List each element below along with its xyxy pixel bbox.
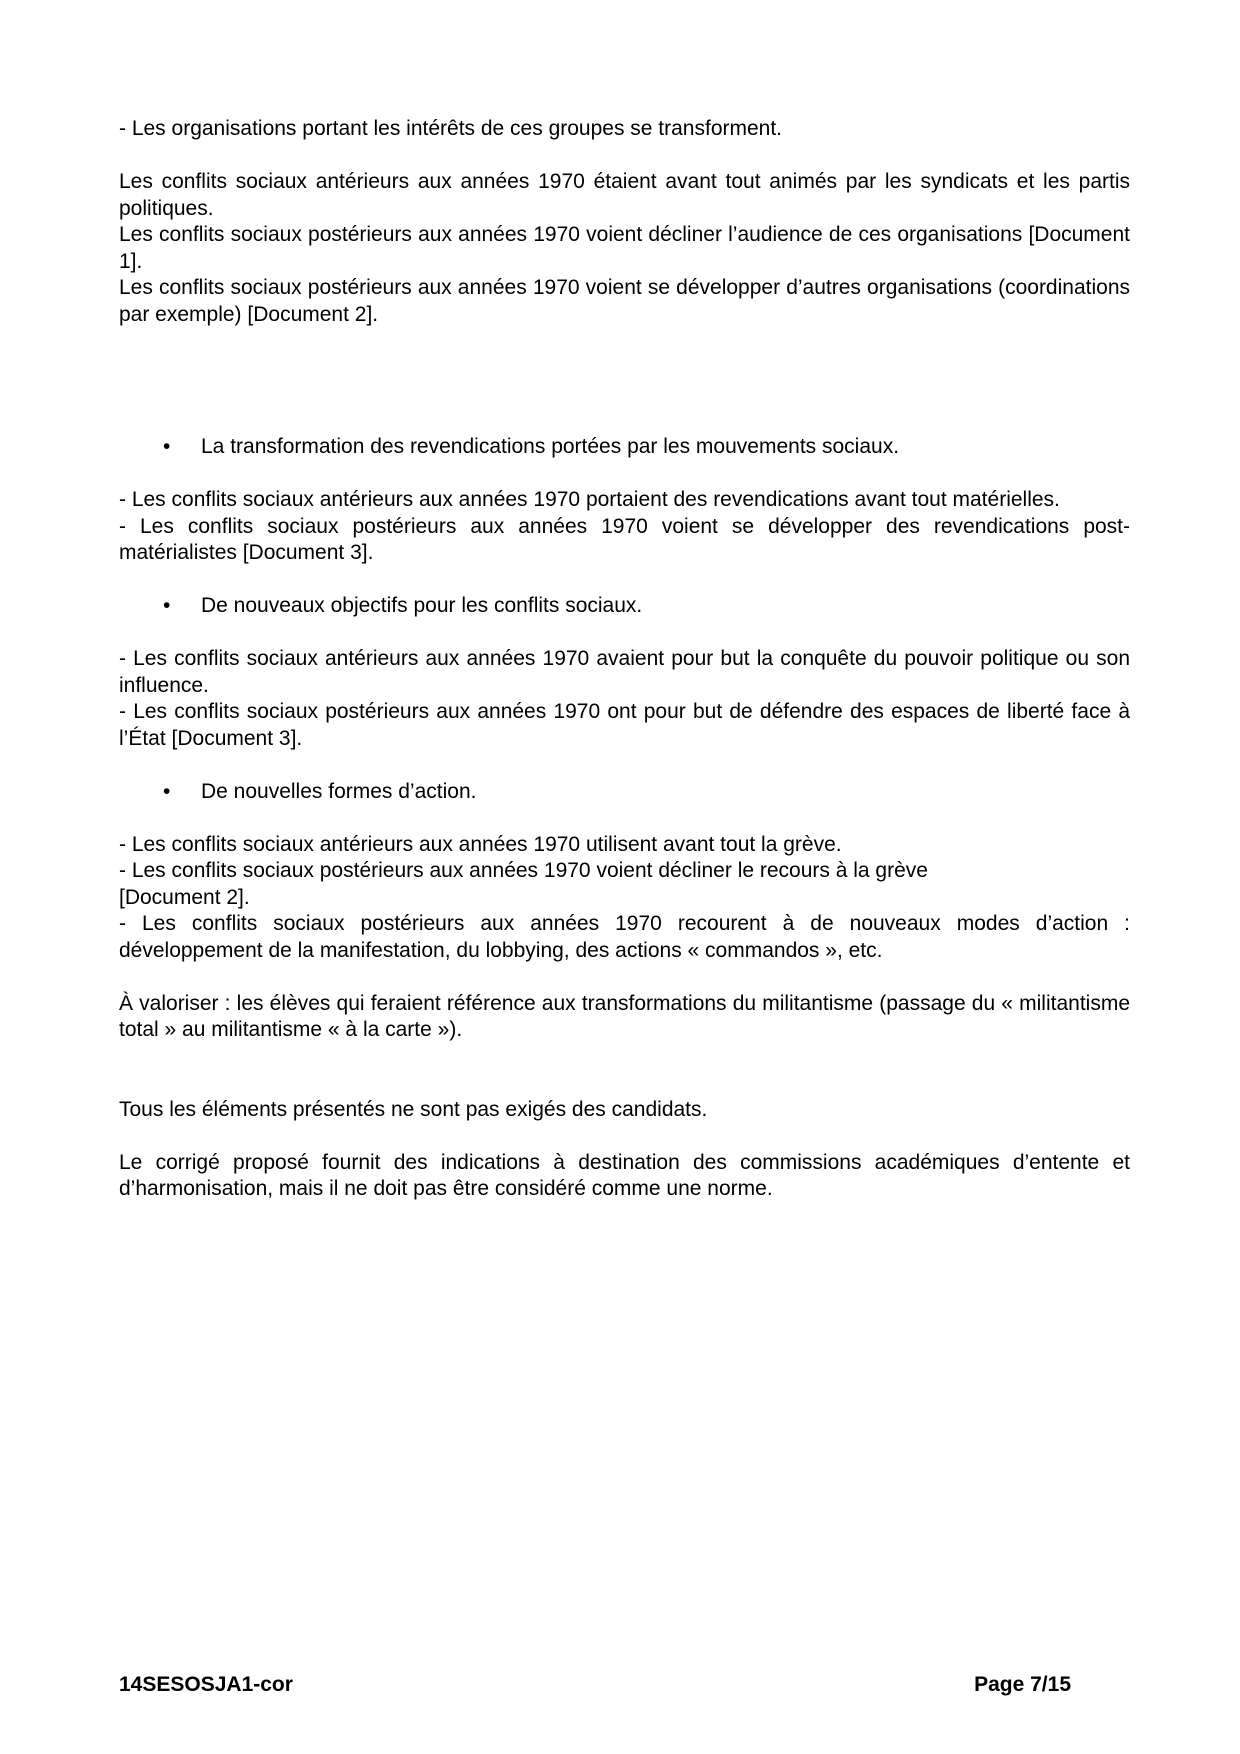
bullet-heading xyxy=(119,434,1130,461)
document-code: 14SESOSJA1-cor xyxy=(119,1673,293,1696)
paragraph-line: - Les conflits sociaux postérieurs aux années 1970 voient se développer des revendications post-matérialistes [Document 3]. xyxy=(119,514,1130,564)
bullet-icon: • xyxy=(163,435,171,458)
paragraph-line: Les conflits sociaux postérieurs aux années 1970 voient décliner l’audience de ces organisations [Document 1]. xyxy=(119,223,1130,273)
document-body xyxy=(119,116,1130,1203)
bullet-title: De nouvelles formes d’action. xyxy=(201,779,477,803)
paragraph-line: Les conflits sociaux antérieurs aux années 1970 étaient avant tout animés par les syndicats et les partis politiques. xyxy=(119,170,1130,220)
paragraph-line: Les conflits sociaux postérieurs aux années 1970 voient se développer d’autres organisations (coordinations par exemple) [Document 2]. xyxy=(119,276,1130,326)
note-line: Le corrigé proposé fournit des indications à destination des commissions académiques d’entente et d’harmonisation, mais il ne doit pas être considéré comme une norme. xyxy=(119,1150,1130,1200)
paragraph-line: - Les conflits sociaux antérieurs aux années 1970 avaient pour but la conquête du pouvoir politique ou son influence. xyxy=(119,647,1130,697)
paragraph-line: - Les conflits sociaux postérieurs aux années 1970 voient décliner le recours à la grève xyxy=(119,859,928,882)
paragraph-line: - Les conflits sociaux postérieurs aux années 1970 ont pour but de défendre des espaces de liberté face à l’État [Document 3]. xyxy=(119,700,1130,750)
paragraph-line: - Les conflits sociaux antérieurs aux années 1970 utilisent avant tout la grève. xyxy=(119,832,842,856)
bullet-icon: • xyxy=(163,594,171,617)
section-intro: - Les organisations portant les intérêts de ces groupes se transforment. xyxy=(119,117,783,140)
bullet-heading xyxy=(119,593,1130,620)
paragraph-line: [Document 2]. xyxy=(119,885,250,909)
bullet-heading xyxy=(119,779,1130,806)
paragraph-line: - Les conflits sociaux antérieurs aux années 1970 portaient des revendications avant tout matérielles. xyxy=(119,488,1060,511)
paragraph-line: - Les conflits sociaux postérieurs aux années 1970 recourent à de nouveaux modes d’action : développement de la manifestation, du lobbying, des actions « commandos », etc. xyxy=(119,912,1130,962)
bullet-title: De nouveaux objectifs pour les conflits sociaux. xyxy=(201,594,643,617)
bullet-title: La transformation des revendications portées par les mouvements sociaux. xyxy=(201,435,900,458)
note-line: Tous les éléments présentés ne sont pas exigés des candidats. xyxy=(119,1097,708,1121)
valoriser-note: À valoriser : les élèves qui feraient référence aux transformations du militantisme (passage du « militantisme total » au militantisme « à la carte »). xyxy=(119,991,1130,1041)
bullet-icon: • xyxy=(163,779,171,803)
page-number: Page 7/15 xyxy=(974,1673,1071,1696)
